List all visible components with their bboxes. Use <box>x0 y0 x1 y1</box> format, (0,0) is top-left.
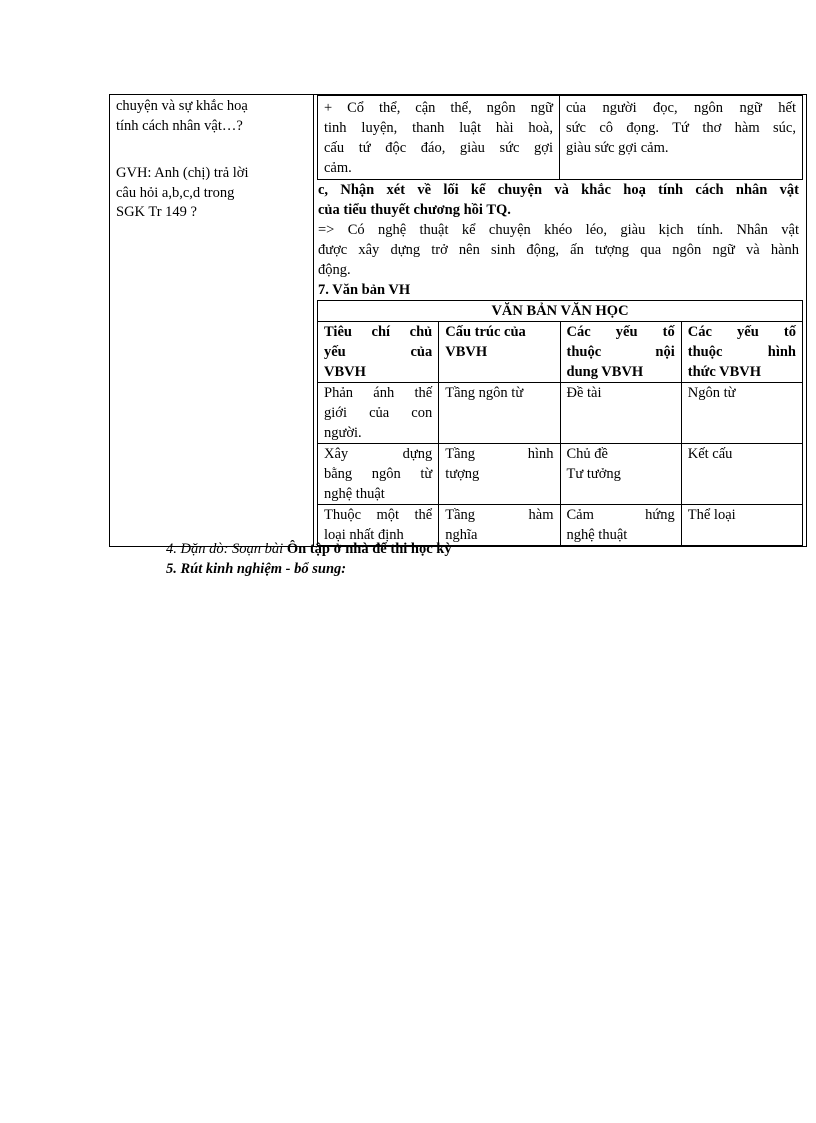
table-cell <box>439 444 560 505</box>
section-c <box>314 180 806 300</box>
table-cell <box>560 444 681 505</box>
homework-value: Ôn tập ở nhà để thi học kỳ <box>286 541 452 557</box>
table-cell <box>318 444 439 505</box>
text-line: giàu sức gợi cảm. <box>566 140 669 156</box>
text-line: sức cô đọng. Tứ thơ hàm súc, <box>566 120 796 136</box>
text-line: SGK Tr 149 ? <box>116 204 197 220</box>
text-line: thuộc hình <box>687 344 796 360</box>
lesson-table <box>109 94 807 547</box>
text-line: Tư tưởng <box>566 466 621 482</box>
text-line: giới của con <box>324 405 433 421</box>
text-line: tinh luyện, thanh luật hài hoà, <box>324 120 553 136</box>
text-line: dung VBVH <box>566 364 644 380</box>
experience-line: 5. Rút kinh nghiệm - bổ sung: <box>166 561 347 577</box>
text-line: + Cổ thể, cận thể, ngôn ngữ <box>324 100 553 116</box>
table-cell <box>560 505 681 546</box>
table-cell <box>681 505 802 546</box>
comparison-cell <box>560 96 803 180</box>
text-line: của người đọc, ngôn ngữ hết <box>566 100 796 116</box>
text-line: Cảm hứng <box>566 507 675 523</box>
text-line: nghĩa <box>445 527 478 543</box>
table-cell <box>681 444 802 505</box>
text-line: Phản ánh thế <box>324 385 433 401</box>
text-line: bằng ngôn từ <box>324 466 433 482</box>
text-line: Chủ đề <box>566 446 608 462</box>
table-row <box>318 96 803 180</box>
text-line: Các yếu tố <box>687 324 796 340</box>
text-line: Tầng hàm <box>445 507 554 523</box>
text-line: chuyện và sự khắc hoạ <box>116 98 248 114</box>
text-line: nghệ thuật <box>566 527 628 543</box>
table-row <box>110 95 807 547</box>
table-row <box>318 444 803 505</box>
text-line: câu hỏi a,b,c,d trong <box>116 184 235 201</box>
text-line: được xây dựng trở nên sinh động, ấn tượng qua ngôn ngữ và hành <box>318 242 799 258</box>
homework-line <box>166 539 452 559</box>
text-line: động. <box>318 262 351 278</box>
question-block-2 <box>110 162 313 225</box>
text-line: yếu của <box>324 344 433 360</box>
text-line: Các yếu tố <box>566 324 675 340</box>
section-heading: c, Nhận xét về lối kể chuyện và khắc hoạ tính cách nhân vật <box>318 182 799 198</box>
table-row <box>318 383 803 444</box>
text-line: Kết cấu <box>687 446 733 462</box>
text-line: VBVH <box>445 344 488 360</box>
text-line: => Có nghệ thuật kể chuyện khéo léo, giàu kịch tính. Nhân vật <box>318 222 799 238</box>
left-column <box>110 95 314 547</box>
text-line: người. <box>324 425 362 441</box>
text-line: Ngôn từ <box>687 385 736 401</box>
header-cell <box>681 322 802 383</box>
text-line: cấu tứ độc đáo, giàu sức gợi <box>324 140 553 156</box>
header-cell <box>318 322 439 383</box>
table-cell <box>560 383 681 444</box>
text-line: GVH: Anh (chị) trả lời <box>116 165 249 181</box>
text-line: Cấu trúc của <box>445 324 526 340</box>
text-line: thức VBVH <box>687 364 762 380</box>
text-line: Tiêu chí chủ <box>324 324 433 340</box>
text-line: loại nhất định <box>324 527 404 543</box>
text-line: Xây dựng <box>324 446 433 462</box>
text-line: Thể loại <box>687 507 736 523</box>
table-title: VĂN BẢN VĂN HỌC <box>318 301 803 322</box>
text-line: Tầng hình <box>445 446 554 462</box>
right-column <box>314 95 807 547</box>
section-7-heading: 7. Văn bản VH <box>318 282 411 298</box>
text-line: VBVH <box>324 364 366 380</box>
header-cell <box>439 322 560 383</box>
text-line: tượng <box>445 466 480 482</box>
text-line: Tầng ngôn từ <box>445 385 524 401</box>
text-line: Thuộc một thể <box>324 507 433 523</box>
table-cell <box>318 383 439 444</box>
table-cell <box>681 383 802 444</box>
table-header-row <box>318 322 803 383</box>
text-line: Đề tài <box>566 385 602 401</box>
text-line: nghệ thuật <box>324 486 385 502</box>
comparison-table <box>317 95 803 180</box>
homework-label: 4. Dặn dò: Soạn bài <box>166 541 287 557</box>
table-cell <box>439 383 560 444</box>
text-line: tính cách nhân vật…? <box>116 117 243 134</box>
literary-text-table <box>317 300 803 546</box>
question-block-1 <box>110 95 313 138</box>
table-cell <box>439 505 560 546</box>
text-line: cảm. <box>324 160 352 176</box>
section-heading: của tiểu thuyết chương hồi TQ. <box>318 202 511 218</box>
header-cell <box>560 322 681 383</box>
text-line: thuộc nội <box>566 344 675 360</box>
comparison-cell <box>318 96 560 180</box>
table-title-row <box>318 301 803 322</box>
